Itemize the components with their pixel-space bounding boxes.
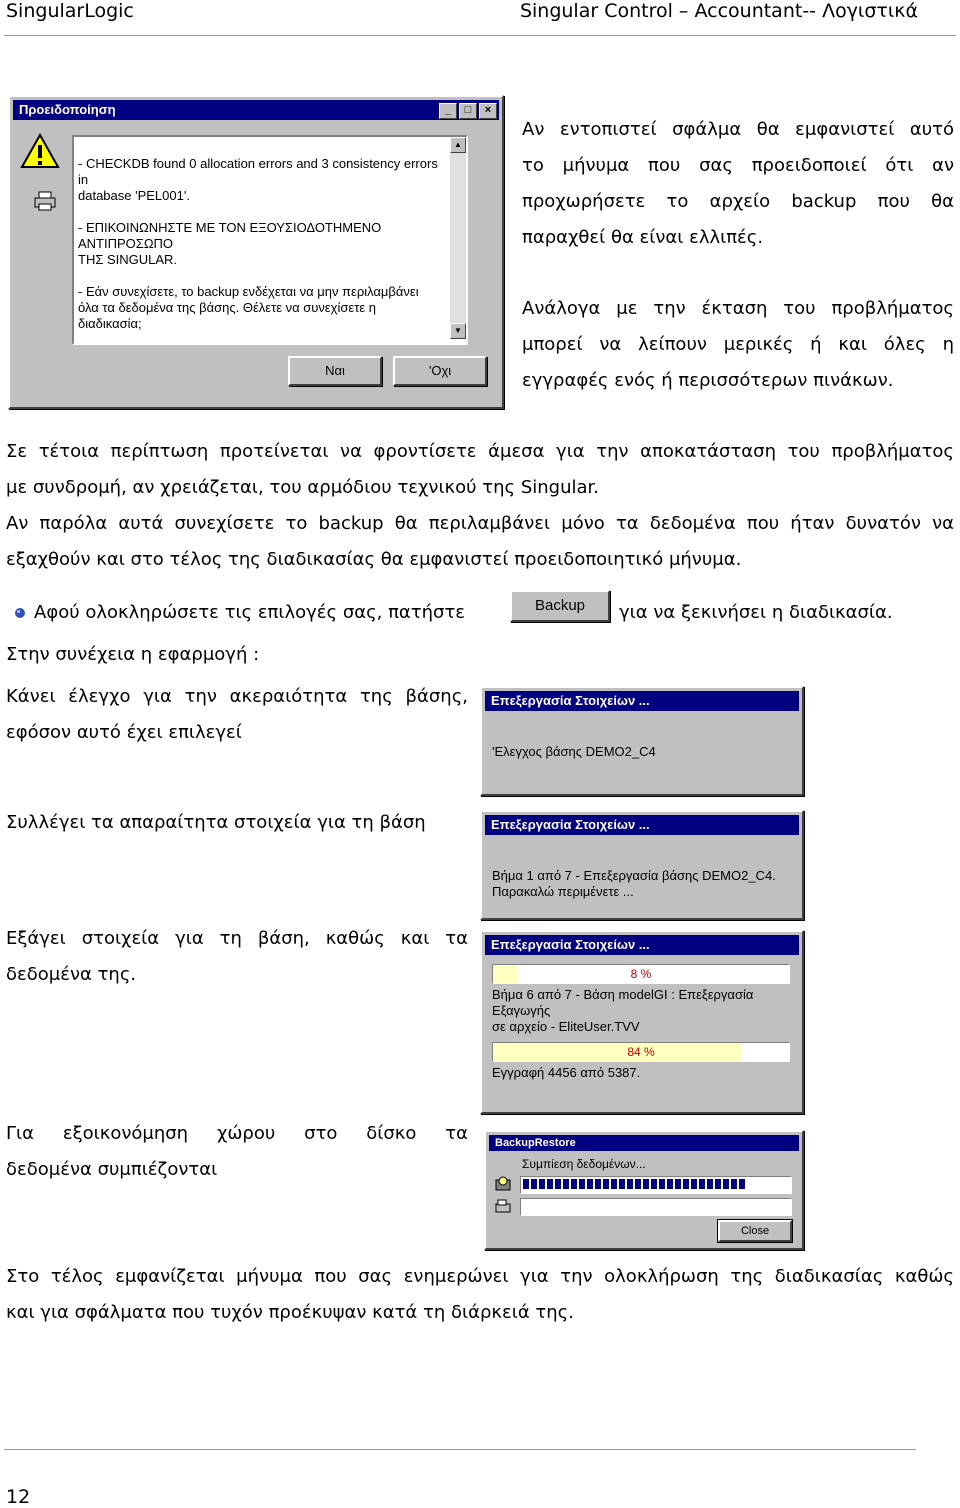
warning-message-line bbox=[78, 268, 448, 284]
step3-status bbox=[492, 987, 802, 1035]
text-line: εφόσον αυτό έχει επιλεγεί bbox=[6, 722, 242, 743]
status-line: σε αρχείο - EliteUser.TVV bbox=[492, 1019, 640, 1034]
text-line: και για σφάλματα που τυχόν προέκυψαν κατά τη διάρκειά της. bbox=[6, 1302, 574, 1323]
text-line: Εξάγει στοιχεία για τη βάση, καθώς και τα bbox=[6, 928, 468, 949]
text-line: παραχθεί θα είναι ελλιπές. bbox=[522, 227, 764, 248]
warning-message-line: όλα τα δεδομένα της βάσης. Θέλετε να συνεχίσετε η bbox=[78, 300, 376, 315]
backup-button[interactable]: Backup bbox=[510, 590, 610, 622]
step3-record-text: Εγγραφή 4456 από 5387. bbox=[492, 1065, 641, 1080]
progress-segment bbox=[723, 1179, 729, 1189]
paragraph-warning-explanation bbox=[522, 112, 954, 256]
progress-segment bbox=[699, 1179, 705, 1189]
progress-segment bbox=[619, 1179, 625, 1189]
warning-dialog bbox=[8, 95, 504, 409]
text-line: Αν εντοπιστεί σφάλμα θα εμφανιστεί αυτό bbox=[522, 119, 954, 140]
progress-segment bbox=[603, 1179, 609, 1189]
progress-segment bbox=[635, 1179, 641, 1189]
step3-progress-1 bbox=[492, 964, 790, 984]
text-line: Στο τέλος εμφανίζεται μήνυμα που σας ενημερώνει για την ολοκλήρωση της διαδικασίας καθώς bbox=[6, 1266, 954, 1287]
step4-window-title: BackupRestore bbox=[489, 1135, 799, 1151]
progress-segment bbox=[563, 1179, 569, 1189]
scroll-down-icon[interactable]: ▼ bbox=[450, 323, 466, 339]
warning-message-line: - CHECKDB found 0 allocation errors and 3 consistency errors in bbox=[78, 156, 438, 187]
warning-message-line: database 'PEL001'. bbox=[78, 188, 190, 203]
text-line: με συνδρομή, αν χρειάζεται, του αρμόδιου τεχνικού της Singular. bbox=[6, 477, 600, 498]
warning-dialog-title: Προειδοποίηση bbox=[19, 102, 116, 117]
progress-segment bbox=[627, 1179, 633, 1189]
warning-message-line: διαδικασία; bbox=[78, 316, 142, 331]
progress-label: 84 % bbox=[627, 1045, 655, 1059]
header-left: SingularLogic bbox=[6, 0, 134, 22]
text-line: Ανάλογα με την έκταση του προβλήματος bbox=[522, 298, 954, 319]
step4-window bbox=[484, 1130, 804, 1250]
warning-message-text bbox=[78, 156, 448, 332]
compress-icon bbox=[494, 1176, 512, 1192]
header-divider bbox=[4, 35, 956, 36]
yes-button[interactable]: Ναι bbox=[288, 356, 382, 386]
close-icon[interactable]: × bbox=[479, 103, 497, 119]
step2-status bbox=[492, 868, 776, 900]
step4-status: Συμπίεση δεδομένων... bbox=[522, 1157, 646, 1171]
progress-segment bbox=[739, 1179, 745, 1189]
progress-segment bbox=[691, 1179, 697, 1189]
progress-segment bbox=[547, 1179, 553, 1189]
warning-message-box[interactable] bbox=[72, 135, 468, 345]
status-line: Παρακαλώ περιμένετε ... bbox=[492, 884, 634, 899]
progress-segment bbox=[731, 1179, 737, 1189]
step2-window bbox=[480, 810, 804, 920]
step3-text bbox=[6, 921, 468, 993]
scroll-up-icon[interactable]: ▲ bbox=[450, 137, 466, 153]
step1-status: 'Ελεγχος βάσης DEMO2_C4 bbox=[492, 744, 656, 759]
text-line: μπορεί να λείπουν μερικές ή και όλες η bbox=[522, 334, 954, 355]
step3-window-title: Επεξεργασία Στοιχείων ... bbox=[485, 935, 799, 955]
step3-progress-2 bbox=[492, 1042, 790, 1062]
progress-segment bbox=[523, 1179, 529, 1189]
step4-progress-1 bbox=[520, 1176, 792, 1194]
progress-segment bbox=[715, 1179, 721, 1189]
progress-segment bbox=[571, 1179, 577, 1189]
progress-label: 8 % bbox=[630, 967, 652, 981]
warning-message-line: - Εάν συνεχίσετε, το backup ενδέχεται να μην περιλαμβάνει bbox=[78, 284, 419, 299]
step2-text: Συλλέγει τα απαραίτητα στοιχεία για τη βάση bbox=[6, 812, 426, 833]
minimize-icon[interactable]: _ bbox=[439, 103, 457, 119]
progress-segment bbox=[539, 1179, 545, 1189]
paragraph-recommendation bbox=[6, 434, 954, 578]
progress-segment bbox=[659, 1179, 665, 1189]
progress-segment bbox=[675, 1179, 681, 1189]
status-line: Βήμα 6 από 7 - Βάση modelGI : Επεξεργασία Εξαγωγής bbox=[492, 987, 754, 1018]
text-line: το μήνυμα που σας προειδοποιεί ότι αν bbox=[522, 155, 954, 176]
no-button[interactable]: 'Οχι bbox=[393, 356, 487, 386]
step1-window-title: Επεξεργασία Στοιχείων ... bbox=[485, 691, 799, 711]
progress-segment bbox=[651, 1179, 657, 1189]
step4-text bbox=[6, 1116, 468, 1188]
progress-segment bbox=[555, 1179, 561, 1189]
maximize-icon[interactable]: □ bbox=[459, 103, 477, 119]
footer-divider bbox=[4, 1449, 916, 1450]
warning-message-line bbox=[78, 204, 448, 220]
progress-segment bbox=[595, 1179, 601, 1189]
page-number: 12 bbox=[6, 1486, 31, 1508]
progress-segment bbox=[531, 1179, 537, 1189]
text-line: δεδομένα της. bbox=[6, 964, 137, 985]
text-line: Αν παρόλα αυτά συνεχίσετε το backup θα περιλαμβάνει μόνο τα δεδομένα που ήταν δυνατόν να bbox=[6, 513, 954, 534]
status-line: Βήμα 1 από 7 - Επεξεργασία βάσης DEMO2_C4. bbox=[492, 868, 776, 883]
step4-progress-2 bbox=[520, 1198, 792, 1216]
progress-segment bbox=[587, 1179, 593, 1189]
bullet-text-before: Αφού ολοκληρώσετε τις επιλογές σας, πατήστε bbox=[34, 602, 466, 623]
text-line: εγγραφές ενός ή περισσότερων πινάκων. bbox=[522, 370, 894, 391]
then-label: Στην συνέχεια η εφαρμογή : bbox=[6, 644, 260, 665]
progress-segment bbox=[611, 1179, 617, 1189]
progress-segment bbox=[643, 1179, 649, 1189]
progress-segment bbox=[667, 1179, 673, 1189]
step3-window bbox=[480, 930, 804, 1114]
step1-text bbox=[6, 679, 468, 751]
paragraph-missing-records bbox=[522, 291, 954, 399]
text-line: Κάνει έλεγχο για την ακεραιότητα της βάσης, bbox=[6, 686, 468, 707]
header-right: Singular Control – Accountant-- Λογιστικά bbox=[519, 0, 918, 22]
disk-icon bbox=[494, 1198, 512, 1214]
text-line: Για εξοικονόμηση χώρου στο δίσκο τα bbox=[6, 1123, 468, 1144]
text-line: δεδομένα συμπιέζονται bbox=[6, 1159, 218, 1180]
warning-icon bbox=[20, 133, 60, 169]
text-line: εξαχθούν και στο τέλος της διαδικασίας θα εμφανιστεί προειδοποιητικό μήνυμα. bbox=[6, 549, 742, 570]
progress-segment bbox=[707, 1179, 713, 1189]
warning-message-line: - ΕΠΙΚΟΙΝΩΝΗΣΤΕ ΜΕ ΤΟΝ ΕΞΟΥΣΙΟΔΟΤΗΜΕΝΟ ΑΝΤΙΠΡΟΣΩΠΟ bbox=[78, 220, 382, 251]
bullet-text-after: για να ξεκινήσει η διαδικασία. bbox=[619, 602, 893, 623]
progress-segment bbox=[579, 1179, 585, 1189]
paragraph-final bbox=[6, 1259, 954, 1331]
progress-segment bbox=[683, 1179, 689, 1189]
close-button[interactable]: Close bbox=[718, 1220, 792, 1242]
bullet-icon bbox=[14, 607, 26, 619]
step2-window-title: Επεξεργασία Στοιχείων ... bbox=[485, 815, 799, 835]
warning-message-line: ΤΗΣ SINGULAR. bbox=[78, 252, 178, 267]
step1-window bbox=[480, 686, 804, 796]
message-scrollbar[interactable] bbox=[450, 137, 466, 339]
printer-icon[interactable] bbox=[34, 191, 56, 211]
text-line: προχωρήσετε το αρχείο backup που θα bbox=[522, 191, 954, 212]
warning-dialog-titlebar bbox=[13, 100, 499, 120]
text-line: Σε τέτοια περίπτωση προτείνεται να φροντίσετε άμεσα για την αποκατάσταση του προβλήματος bbox=[6, 441, 954, 462]
